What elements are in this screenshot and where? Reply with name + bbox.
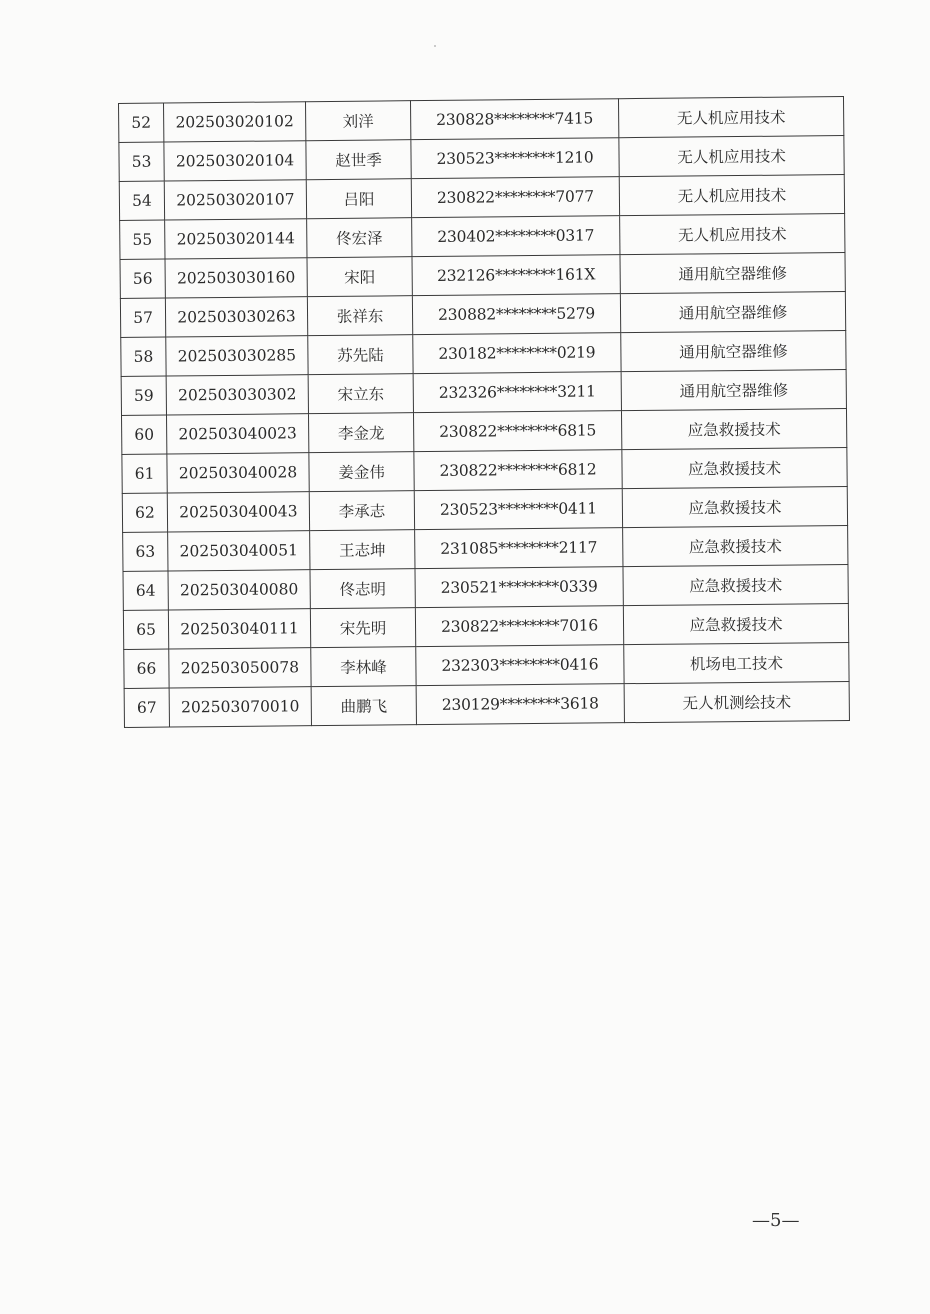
student-name-cell: 李金龙	[308, 413, 413, 453]
id-card-cell: 232303********0416	[416, 645, 624, 686]
id-card-cell: 230822********7077	[411, 177, 619, 218]
student-id-cell: 202503020144	[165, 219, 307, 259]
student-name-cell: 赵世季	[306, 140, 411, 180]
row-number-cell: 58	[121, 337, 166, 376]
student-name-cell: 吕阳	[306, 179, 411, 219]
student-id-cell: 202503030302	[166, 375, 308, 415]
id-card-cell: 230822********6815	[413, 411, 621, 452]
major-cell: 应急救援技术	[622, 448, 847, 489]
student-id-cell: 202503040043	[167, 492, 309, 532]
major-cell: 无人机应用技术	[619, 136, 844, 177]
major-cell: 无人机应用技术	[618, 97, 843, 138]
student-name-cell: 王志坤	[310, 530, 415, 570]
major-cell: 通用航空器维修	[620, 253, 845, 294]
student-id-cell: 202503020102	[164, 102, 306, 142]
row-number-cell: 61	[122, 454, 167, 493]
student-id-cell: 202503040023	[166, 414, 308, 454]
row-number-cell: 66	[124, 649, 169, 688]
id-card-cell: 232326********3211	[413, 372, 621, 413]
student-name-cell: 张祥东	[307, 296, 412, 336]
student-id-cell: 202503030263	[165, 297, 307, 337]
id-card-cell: 231085********2117	[415, 528, 623, 569]
student-name-cell: 苏先陆	[308, 335, 413, 375]
id-card-cell: 230882********5279	[412, 294, 620, 335]
row-number-cell: 55	[120, 220, 165, 259]
row-number-cell: 64	[123, 571, 168, 610]
id-card-cell: 230828********7415	[410, 99, 618, 140]
major-cell: 无人机应用技术	[619, 175, 844, 216]
student-id-cell: 202503050078	[169, 648, 311, 688]
student-id-cell: 202503030285	[166, 336, 308, 376]
student-id-cell: 202503030160	[165, 258, 307, 298]
row-number-cell: 56	[120, 259, 165, 298]
row-number-cell: 54	[119, 181, 164, 220]
major-cell: 应急救援技术	[622, 487, 847, 528]
student-id-cell: 202503040111	[168, 609, 310, 649]
id-card-cell: 230402********0317	[412, 216, 620, 257]
page-number: —5—	[752, 1210, 800, 1231]
major-cell: 应急救援技术	[621, 409, 846, 450]
student-name-cell: 佟宏泽	[307, 218, 412, 258]
table-row	[124, 682, 849, 728]
student-id-cell: 202503040080	[168, 570, 310, 610]
row-number-cell: 52	[119, 103, 164, 142]
id-card-cell: 230822********7016	[415, 606, 623, 647]
id-card-cell: 230129********3618	[416, 684, 624, 725]
student-name-cell: 宋先明	[310, 608, 415, 648]
student-name-cell: 宋立东	[308, 374, 413, 414]
student-name-cell: 李林峰	[311, 647, 416, 687]
major-cell: 机场电工技术	[624, 643, 849, 684]
row-number-cell: 57	[120, 298, 165, 337]
row-number-cell: 65	[123, 610, 168, 649]
student-id-cell: 202503040051	[168, 531, 310, 571]
student-roster-table	[118, 96, 850, 728]
student-id-cell: 202503020104	[164, 141, 306, 181]
student-id-cell: 202503020107	[164, 180, 306, 220]
scan-artifact	[434, 45, 436, 47]
id-card-cell: 230822********6812	[414, 450, 622, 491]
major-cell: 应急救援技术	[623, 565, 848, 606]
student-name-cell: 李承志	[309, 491, 414, 531]
major-cell: 通用航空器维修	[620, 292, 845, 333]
row-number-cell: 60	[121, 415, 166, 454]
major-cell: 无人机应用技术	[620, 214, 845, 255]
student-name-cell: 宋阳	[307, 257, 412, 297]
id-card-cell: 230523********1210	[411, 138, 619, 179]
id-card-cell: 230521********0339	[415, 567, 623, 608]
id-card-cell: 232126********161X	[412, 255, 620, 296]
student-name-cell: 曲鹏飞	[311, 686, 416, 726]
roster-body	[119, 97, 850, 728]
major-cell: 通用航空器维修	[621, 331, 846, 372]
row-number-cell: 67	[124, 688, 169, 727]
student-name-cell: 刘洋	[305, 101, 410, 141]
id-card-cell: 230523********0411	[414, 489, 622, 530]
student-name-cell: 佟志明	[310, 569, 415, 609]
student-name-cell: 姜金伟	[309, 452, 414, 492]
row-number-cell: 63	[123, 532, 168, 571]
major-cell: 通用航空器维修	[621, 370, 846, 411]
major-cell: 应急救援技术	[623, 526, 848, 567]
row-number-cell: 53	[119, 142, 164, 181]
id-card-cell: 230182********0219	[413, 333, 621, 374]
major-cell: 应急救援技术	[623, 604, 848, 645]
student-id-cell: 202503070010	[169, 687, 311, 727]
row-number-cell: 59	[121, 376, 166, 415]
major-cell: 无人机测绘技术	[624, 682, 849, 723]
row-number-cell: 62	[122, 493, 167, 532]
student-id-cell: 202503040028	[167, 453, 309, 493]
